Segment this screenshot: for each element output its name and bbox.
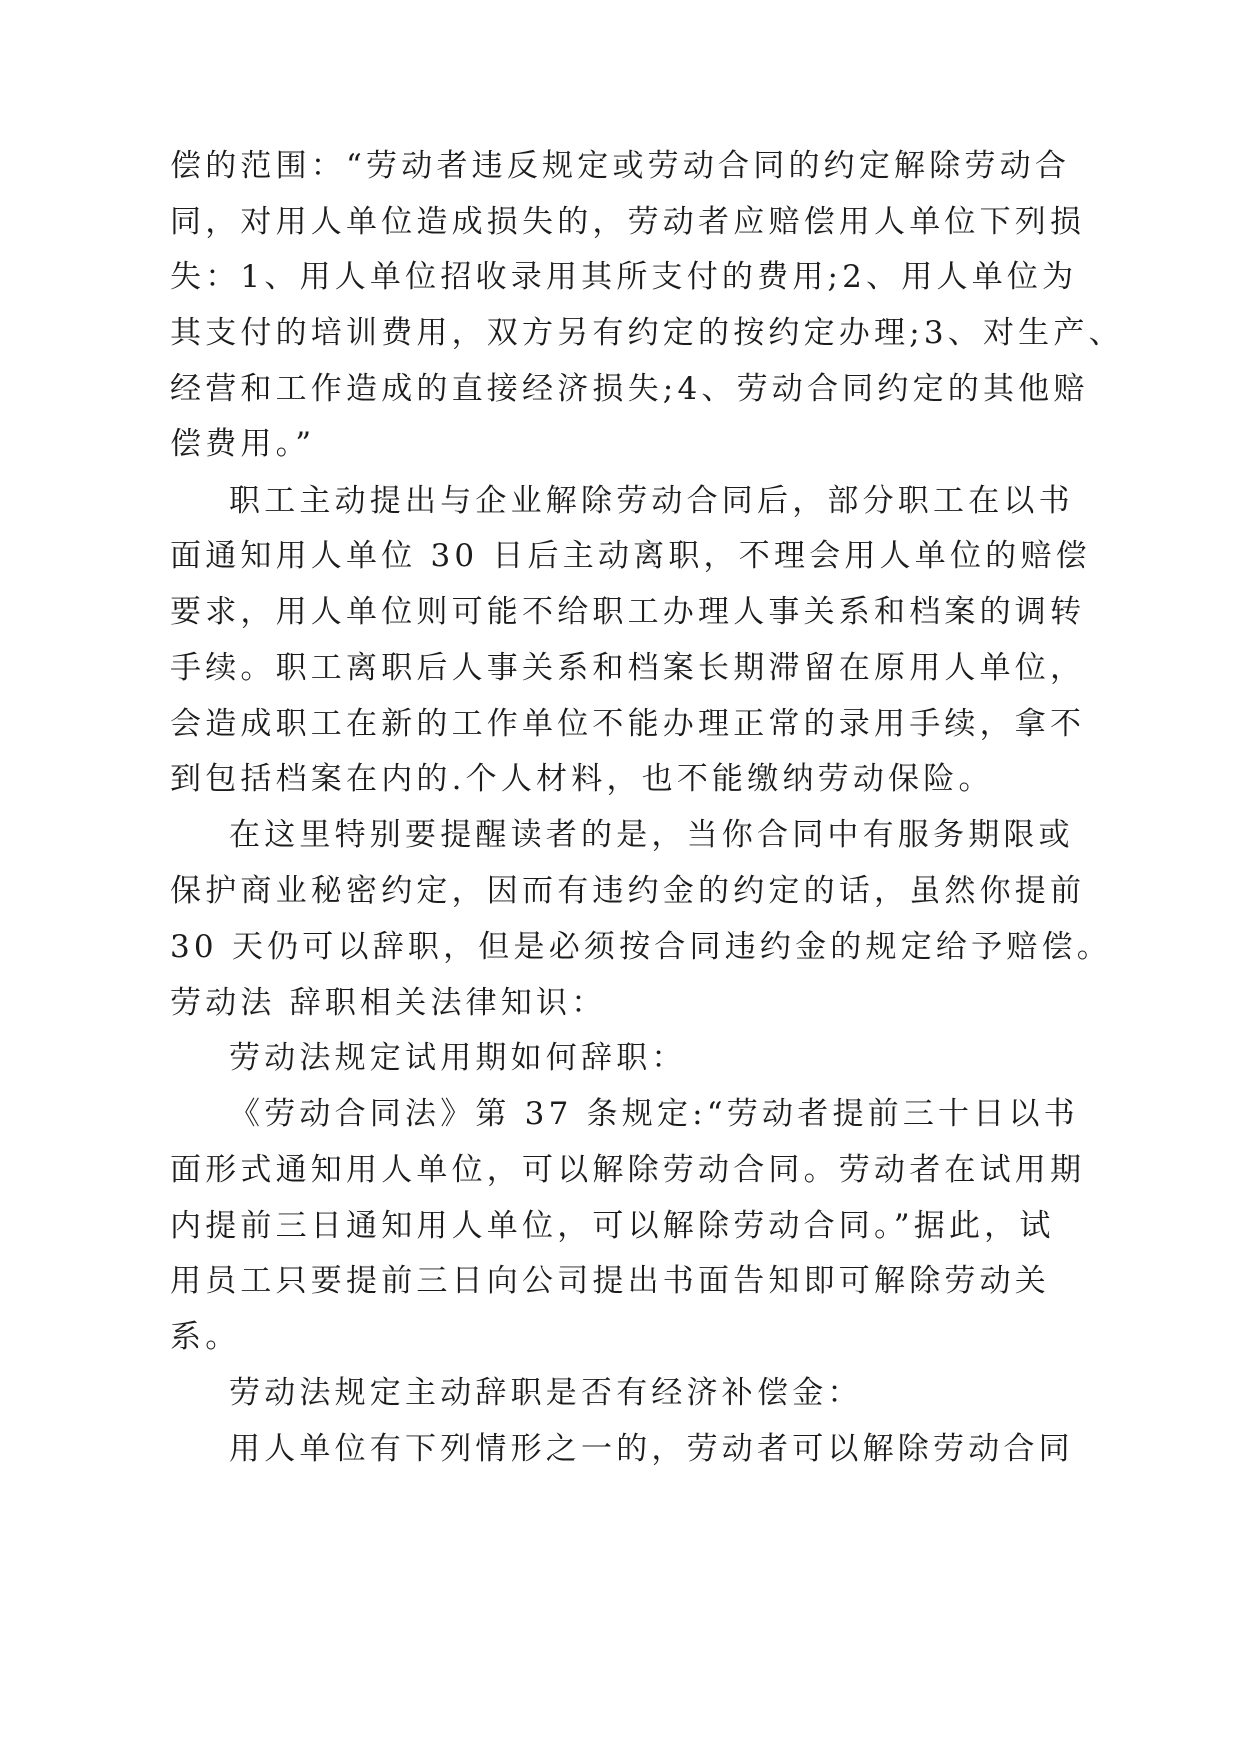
text-line: 职工主动提出与企业解除劳动合同后，部分职工在以书 bbox=[229, 483, 1074, 519]
text-line: 30 天仍可以辞职，但是必须按合同违约金的规定给予赔偿。 bbox=[170, 929, 1112, 965]
text-line: 会造成职工在新的工作单位不能办理正常的录用手续，拿不 bbox=[170, 706, 1086, 742]
text-line: 系。 bbox=[170, 1319, 241, 1355]
text-line: 经营和工作造成的直接经济损失;4、劳动合同约定的其他赔 bbox=[170, 371, 1089, 407]
text-line: 失：1、用人单位招收录用其所支付的费用;2、用人单位为 bbox=[170, 259, 1078, 295]
text-line: 《劳动合同法》第 37 条规定:“劳动者提前三十日以书 bbox=[229, 1096, 1079, 1132]
text-line: 手续。职工离职后人事关系和档案长期滞留在原用人单位， bbox=[170, 650, 1086, 686]
text-line: 用人单位有下列情形之一的，劳动者可以解除劳动合同 bbox=[229, 1431, 1074, 1467]
text-line: 要求，用人单位则可能不给职工办理人事关系和档案的调转 bbox=[170, 594, 1086, 630]
text-line: 劳动法 辞职相关法律知识： bbox=[170, 985, 607, 1021]
text-line: 偿的范围：“劳动者违反规定或劳动合同的约定解除劳动合 bbox=[170, 148, 1071, 184]
text-line: 内提前三日通知用人单位，可以解除劳动合同。”据此，试 bbox=[170, 1208, 1055, 1244]
text-line: 到包括档案在内的.个人材料，也不能缴纳劳动保险。 bbox=[170, 761, 994, 797]
text-line: 面形式通知用人单位，可以解除劳动合同。劳动者在试用期 bbox=[170, 1152, 1086, 1188]
text-line: 劳动法规定主动辞职是否有经济补偿金： bbox=[229, 1375, 863, 1411]
text-line: 同，对用人单位造成损失的，劳动者应赔偿用人单位下列损 bbox=[170, 204, 1086, 240]
text-line: 在这里特别要提醒读者的是，当你合同中有服务期限或 bbox=[229, 817, 1074, 853]
text-line: 面通知用人单位 30 日后主动离职，不理会用人单位的赔偿 bbox=[170, 538, 1091, 574]
text-line: 偿费用。” bbox=[170, 426, 316, 462]
text-line: 劳动法规定试用期如何辞职： bbox=[229, 1040, 687, 1076]
text-line: 保护商业秘密约定，因而有违约金的约定的话，虽然你提前 bbox=[170, 873, 1086, 909]
text-line: 其支付的培训费用，双方另有约定的按约定办理;3、对生产、 bbox=[170, 315, 1124, 351]
text-line: 用员工只要提前三日向公司提出书面告知即可解除劳动关 bbox=[170, 1263, 1050, 1299]
